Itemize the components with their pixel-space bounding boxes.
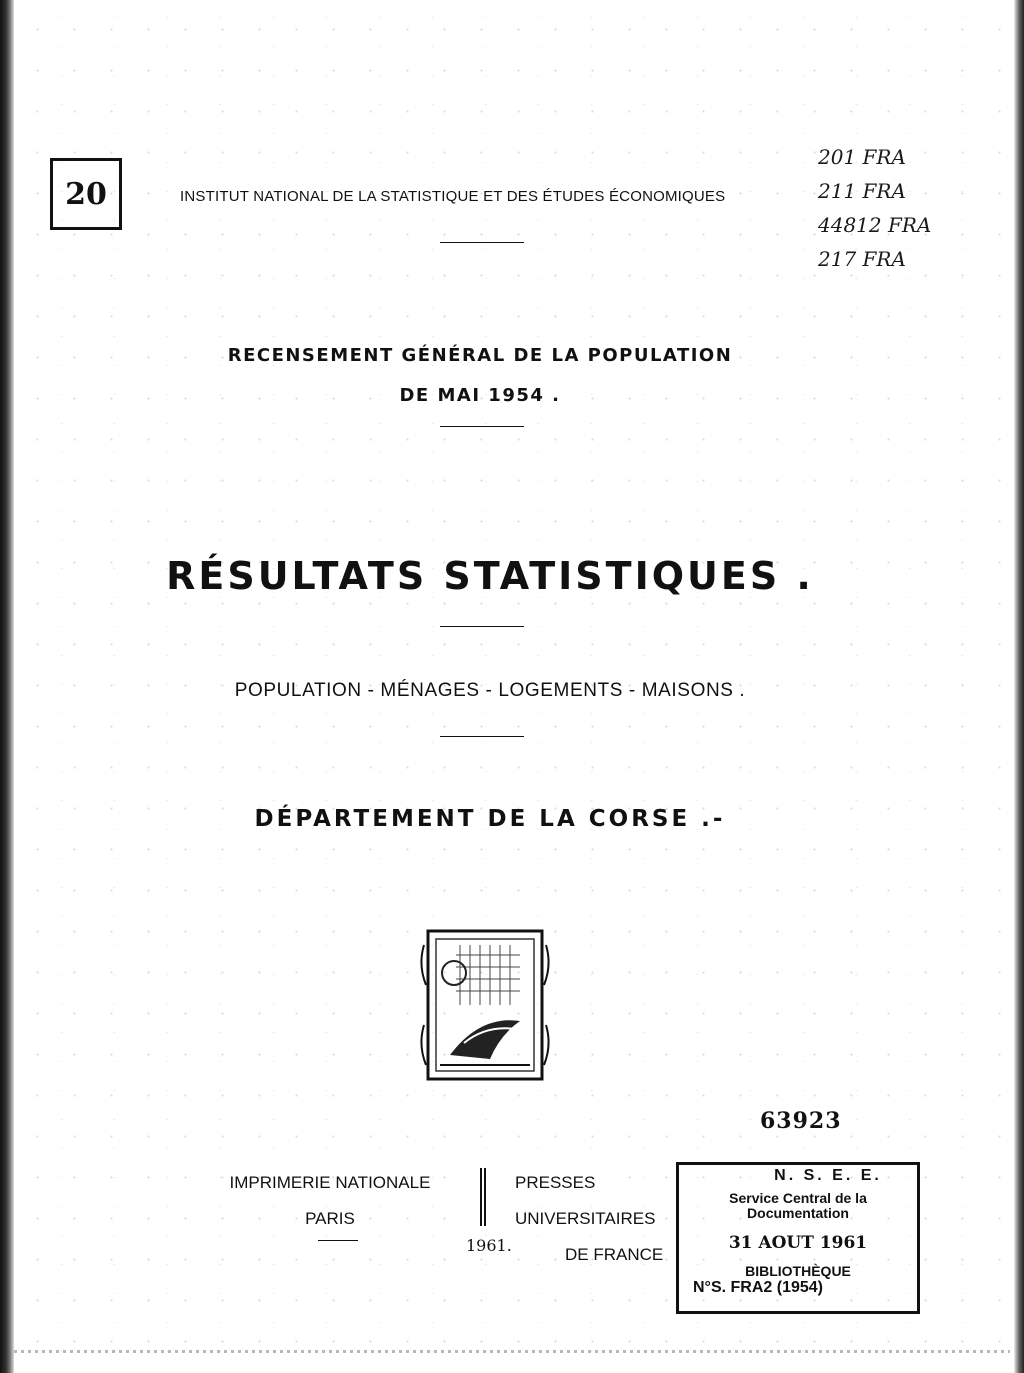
publisher-left-line1: IMPRIMERIE NATIONALE (229, 1173, 431, 1192)
handwritten-ref: 201 FRA (818, 145, 906, 169)
handwritten-references (818, 140, 958, 276)
handwritten-ref: 211 FRA (818, 179, 906, 203)
stamp-head: N. S. E. E. (774, 1167, 882, 1184)
census-title (160, 336, 800, 416)
catalog-number: 63923 (760, 1108, 842, 1134)
publisher-left-line2: PARIS (305, 1209, 355, 1228)
subtitle-rule (440, 736, 524, 737)
department-title: DÉPARTEMENT DE LA CORSE .- (254, 806, 726, 832)
handwritten-ref: 217 FRA (818, 247, 906, 271)
stamp-library: BIBLIOTHÈQUE (745, 1263, 851, 1279)
title-rule (440, 626, 524, 627)
census-title-line1: RECENSEMENT GÉNÉRAL DE LA POPULATION (227, 345, 733, 366)
institute-name: INSTITUT NATIONAL DE LA STATISTIQUE ET DES ÉTUDES ÉCONOMIQUES (180, 188, 726, 205)
publisher-emblem-icon (420, 925, 550, 1085)
publication-year: 1961. (466, 1236, 512, 1255)
scan-bottom-edge (14, 1350, 1010, 1353)
library-stamp (676, 1162, 920, 1314)
census-title-line2: DE MAI 1954 . (399, 385, 561, 406)
stamp-date: 31 AOUT 1961 (728, 1233, 868, 1253)
stamp-reference: N°S. FRA2 (1954) (693, 1279, 823, 1296)
page-edge-left (0, 0, 14, 1373)
stamp-service-line2: Documentation (747, 1205, 849, 1221)
paris-rule (318, 1240, 358, 1241)
document-number-box (50, 158, 122, 230)
stamp-service-line1: Service Central de la (729, 1190, 867, 1206)
publisher-right-line2: DE FRANCE (565, 1245, 664, 1264)
publisher-left (200, 1165, 460, 1237)
main-title: RÉSULTATS STATISTIQUES . (166, 554, 814, 598)
document-number: 20 (65, 176, 107, 212)
publisher-right-line1: PRESSES UNIVERSITAIRES (515, 1173, 656, 1228)
publisher-divider (480, 1168, 486, 1226)
page-edge-right (1014, 0, 1024, 1373)
handwritten-ref: 44812 FRA (818, 213, 932, 237)
census-rule (440, 426, 524, 427)
subtitle: POPULATION - MÉNAGES - LOGEMENTS - MAISONS . (234, 680, 746, 701)
header-rule (440, 242, 524, 243)
